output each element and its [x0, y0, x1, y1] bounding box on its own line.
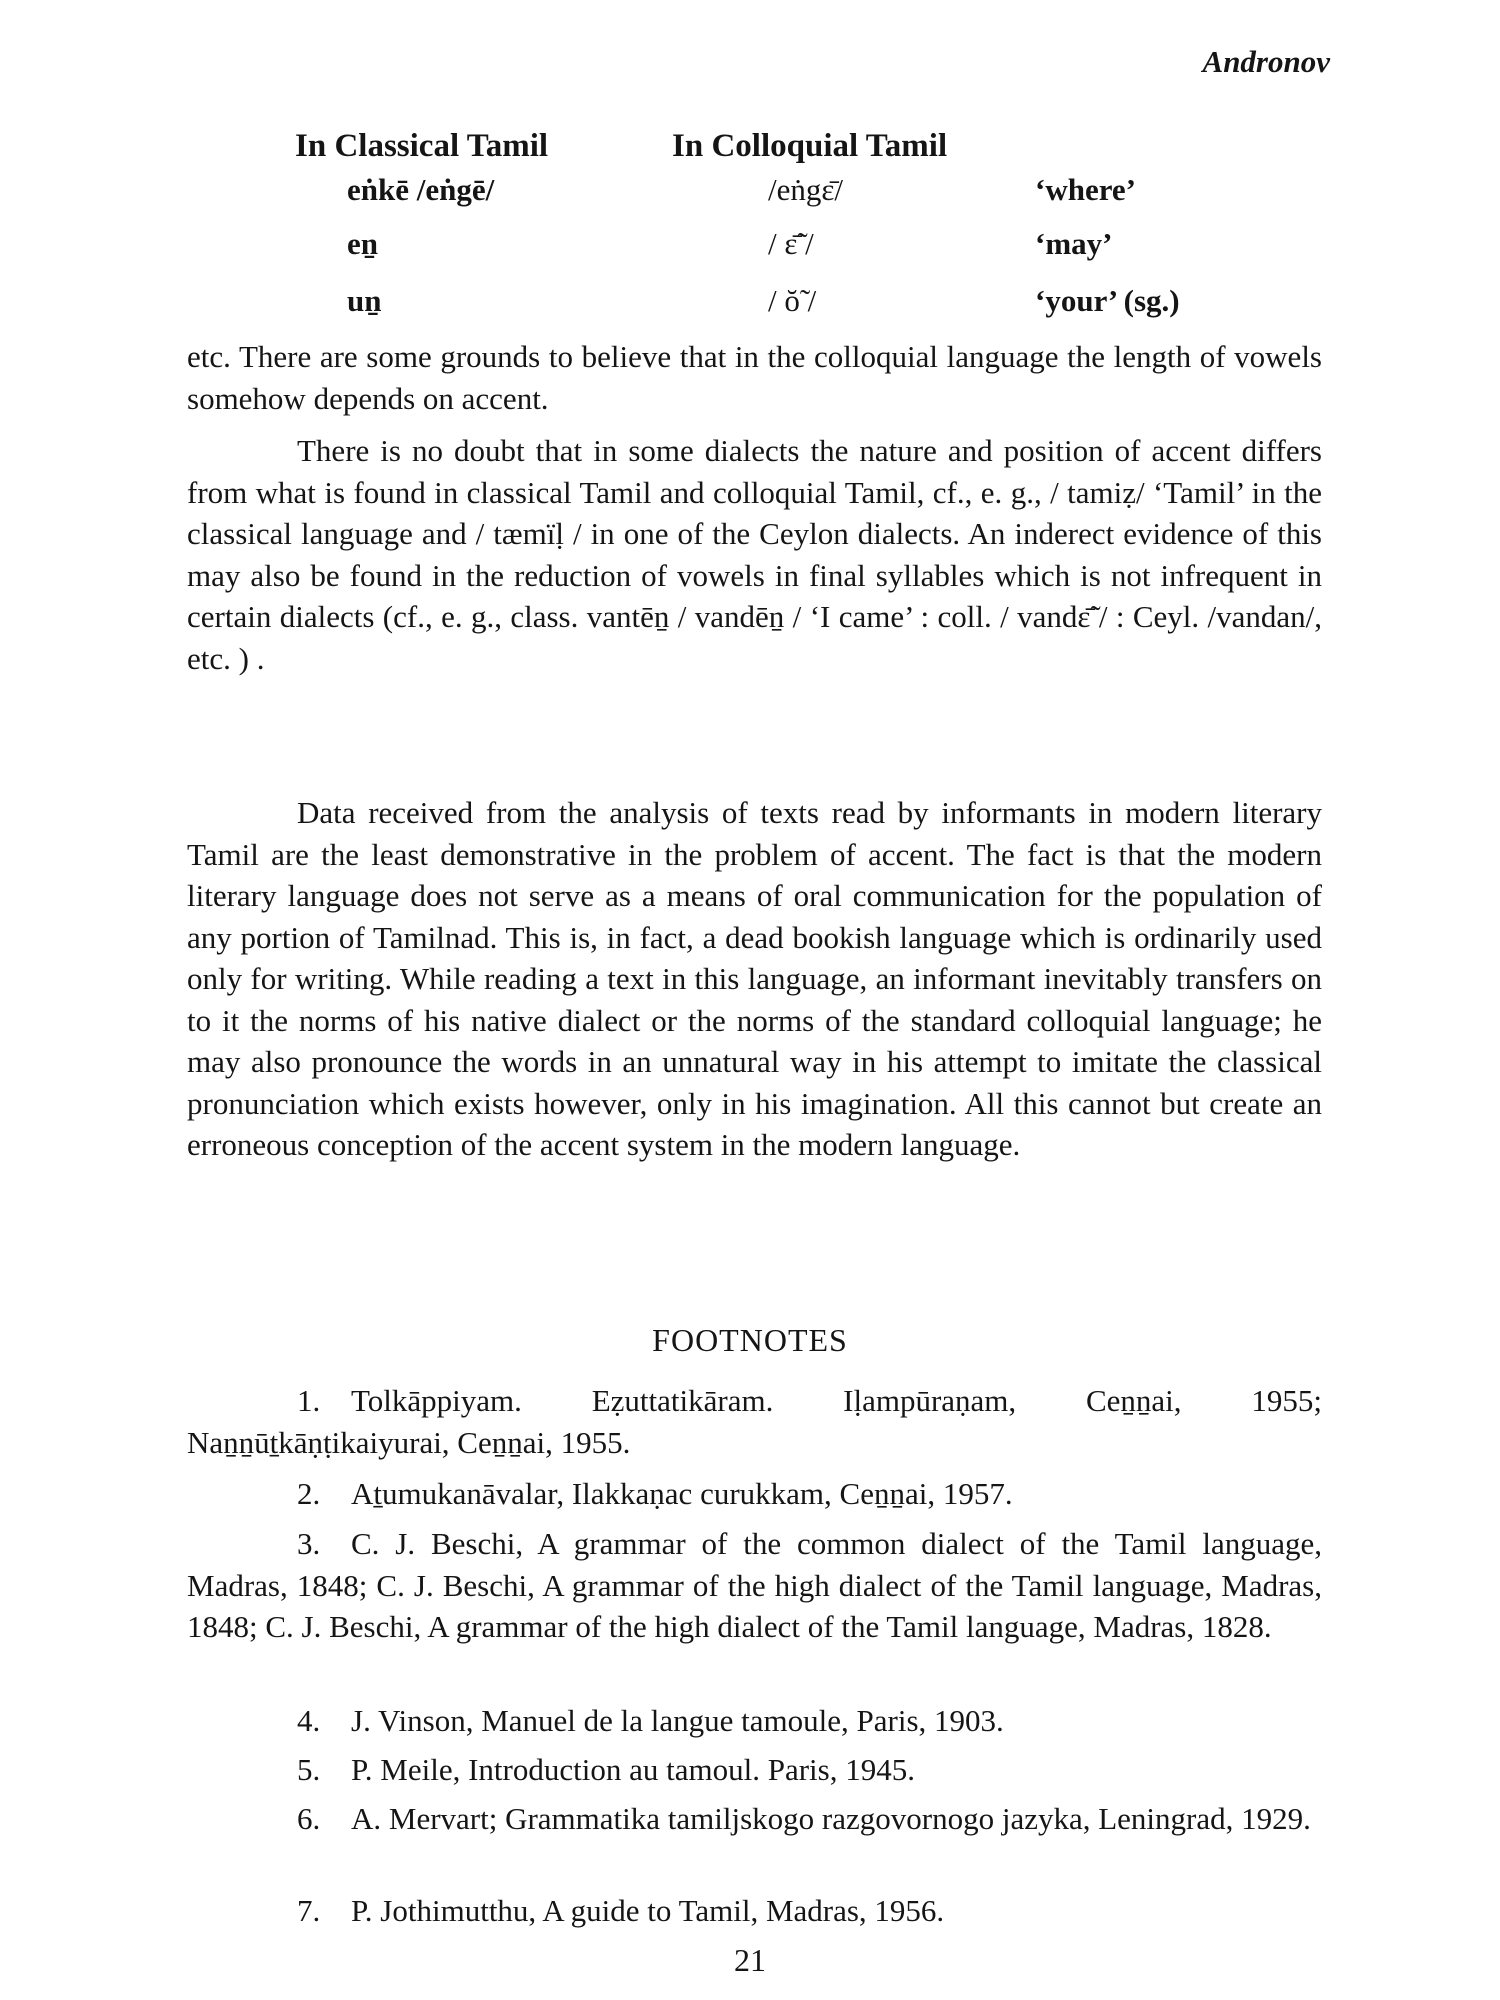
footnote-number: 4.	[297, 1703, 321, 1738]
footnote	[187, 1700, 1322, 1742]
footnote	[187, 1749, 1322, 1791]
footnote-number: 3.	[297, 1526, 321, 1561]
table-row	[0, 172, 1500, 212]
table-row	[0, 283, 1500, 323]
page-number: 21	[734, 1942, 766, 1978]
paragraph	[187, 336, 1322, 419]
footnote-text: P. Meile, Introduction au tamoul. Paris, 1945.	[351, 1752, 915, 1787]
footnote-number: 7.	[297, 1893, 321, 1928]
footnote-text: C. J. Beschi, A grammar of the common dialect of the Tamil language, Madras, 1848; C. J. Beschi, A grammar of the high dialect of the Tamil language, Madras, 1848; C. J. Beschi, A grammar of the high dialect of the Tamil language, Madras, 1828.	[187, 1526, 1322, 1644]
footnote-text: Tolkāppiyam. Eẓuttatikāram. Iḷampūraṇam, Ceṉṉai, 1955; Naṉṉūṯkāṇṭikaiyurai, Ceṉṉai, 1955.	[187, 1383, 1322, 1460]
footnote-text: A. Mervart; Grammatika tamiljskogo razgovornogo jazyka, Leningrad, 1929.	[351, 1801, 1311, 1836]
gloss: ‘may’	[1035, 226, 1113, 261]
footnote	[187, 1523, 1322, 1648]
colloquial-form: /eṅgɛ̄/	[768, 172, 844, 207]
colloquial-form: / ŏ̃ /	[768, 283, 817, 318]
footnote-text: J. Vinson, Manuel de la langue tamoule, Paris, 1903.	[351, 1703, 1004, 1738]
footnote	[187, 1380, 1322, 1463]
footnote-number: 6.	[297, 1801, 321, 1836]
footnote-text: Aṯumukanāvalar, Ilakkaṇac curukkam, Ceṉṉai, 1957.	[351, 1476, 1013, 1511]
running-header-author: Andronov	[1202, 44, 1330, 79]
footnote-number: 1.	[297, 1383, 321, 1418]
paragraph-text: There is no doubt that in some dialects the nature and position of accent differs from what is found in classical Tamil and colloquial Tamil, cf., e. g., / tamiẓ/ ‘Tamil’ in the classical language and / tæmïḷ / in one of the Ceylon dialects. An inderect evidence of this may also be found in the reduction of vowels in final syllables which is not infrequent in certain dialects (cf., e. g., class. vantēṉ / vandēṉ / ‘I came’ : coll. / vandɛ̃̄ / : Ceyl. /vandan/, etc. ) .	[187, 433, 1322, 676]
table-header-classical: In Classical Tamil	[295, 128, 549, 164]
footnotes-heading: FOOTNOTES	[652, 1322, 848, 1358]
footnote	[187, 1798, 1322, 1840]
table-row	[0, 226, 1500, 266]
footnote	[187, 1473, 1322, 1515]
classical-form: uṉ	[347, 283, 382, 318]
footnote-text: P. Jothimutthu, A guide to Tamil, Madras, 1956.	[351, 1893, 945, 1928]
footnote-number: 2.	[297, 1476, 321, 1511]
paragraph	[187, 792, 1322, 1166]
paragraph-text: Data received from the analysis of texts read by informants in modern literary Tamil are the least demonstrative in the problem of accent. The fact is that the modern literary language does not serve as a means of oral communication for the population of any portion of Tamilnad. This is, in fact, a dead bookish language which is ordinarily used only for writing. While reading a text in this language, an informant inevitably transfers on to it the norms of his native dialect or the norms of the standard colloquial language; he may also pronounce the words in an unnatural way in his attempt to imitate the classical pronunciation which exists however, only in his imagination. All this cannot but create an erroneous conception of the accent system in the modern language.	[187, 795, 1322, 1162]
table-header-colloquial: In Colloquial Tamil	[672, 128, 948, 164]
classical-form: eṉ	[347, 226, 378, 261]
gloss: ‘your’ (sg.)	[1035, 283, 1180, 318]
footnote	[187, 1890, 1322, 1932]
classical-form: eṅkē /eṅgē/	[347, 172, 495, 207]
paragraph-text: etc. There are some grounds to believe that in the colloquial language the length of vowels somehow depends on accent.	[187, 339, 1322, 416]
colloquial-form: / ɛ̃̄ /	[768, 226, 814, 261]
gloss: ‘where’	[1035, 172, 1136, 207]
footnote-number: 5.	[297, 1752, 321, 1787]
paragraph	[187, 430, 1322, 679]
